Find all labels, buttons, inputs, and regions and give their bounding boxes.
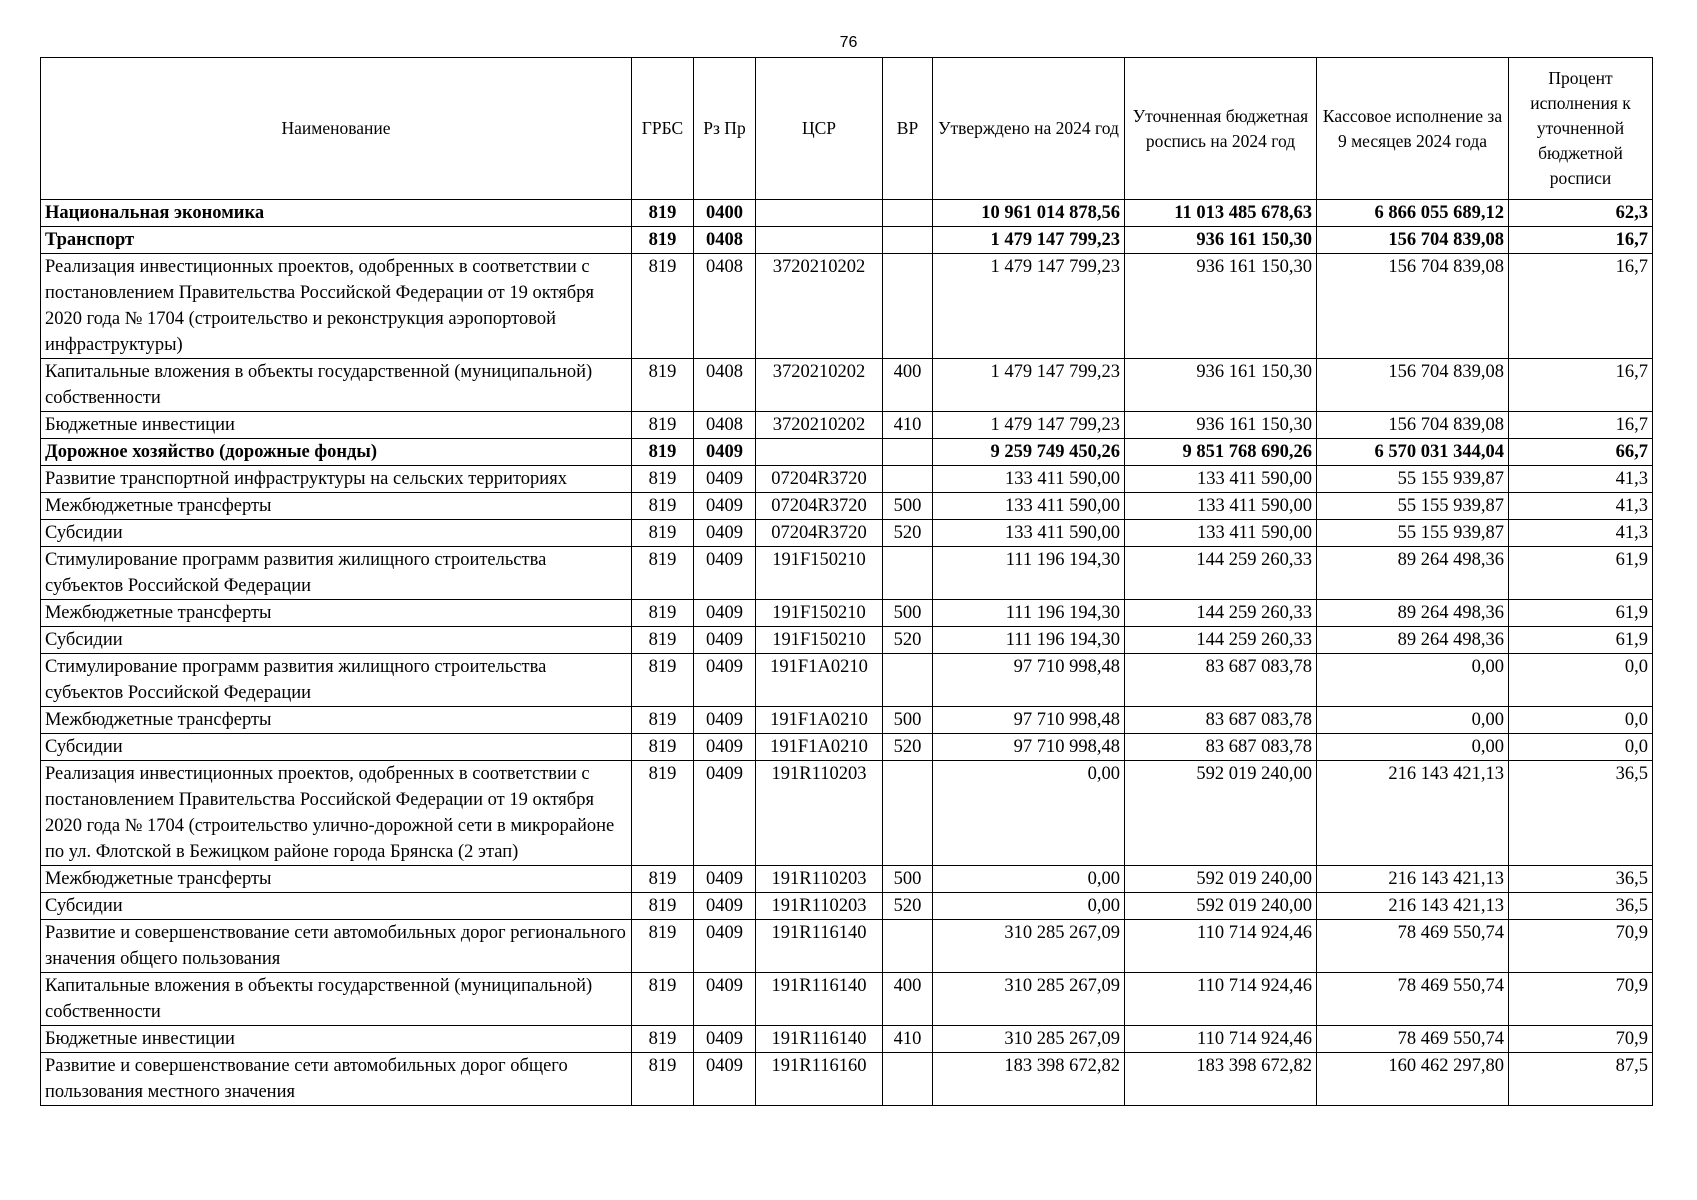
cell-refined: 83 687 083,78 [1125, 707, 1317, 734]
cell-csr: 3720210202 [756, 412, 883, 439]
cell-rzpr: 0409 [694, 973, 756, 1026]
cell-vr: 410 [883, 412, 933, 439]
cell-percent: 0,0 [1509, 734, 1653, 761]
cell-name: Субсидии [41, 893, 632, 920]
cell-name: Межбюджетные трансферты [41, 707, 632, 734]
cell-grbs: 819 [632, 412, 694, 439]
cell-vr [883, 439, 933, 466]
cell-grbs: 819 [632, 627, 694, 654]
cell-csr: 191F150210 [756, 600, 883, 627]
cell-grbs: 819 [632, 893, 694, 920]
cell-percent: 41,3 [1509, 520, 1653, 547]
cell-name: Субсидии [41, 520, 632, 547]
cell-refined: 936 161 150,30 [1125, 359, 1317, 412]
cell-rzpr: 0409 [694, 654, 756, 707]
cell-approved: 1 479 147 799,23 [933, 254, 1125, 359]
cell-approved: 0,00 [933, 866, 1125, 893]
cell-refined: 83 687 083,78 [1125, 734, 1317, 761]
cell-name: Стимулирование программ развития жилищного строительства субъектов Российской Федерации [41, 547, 632, 600]
cell-refined: 144 259 260,33 [1125, 600, 1317, 627]
cell-approved: 183 398 672,82 [933, 1053, 1125, 1106]
cell-cash: 216 143 421,13 [1317, 893, 1509, 920]
cell-rzpr: 0409 [694, 920, 756, 973]
cell-grbs: 819 [632, 1053, 694, 1106]
cell-grbs: 819 [632, 254, 694, 359]
page-number: 76 [839, 34, 858, 51]
cell-cash: 0,00 [1317, 734, 1509, 761]
cell-csr: 07204R3720 [756, 493, 883, 520]
cell-csr: 191R110203 [756, 893, 883, 920]
cell-grbs: 819 [632, 600, 694, 627]
cell-vr [883, 466, 933, 493]
cell-approved: 1 479 147 799,23 [933, 227, 1125, 254]
cell-approved: 310 285 267,09 [933, 973, 1125, 1026]
header-csr: ЦСР [756, 58, 883, 200]
cell-grbs: 819 [632, 493, 694, 520]
cell-cash: 78 469 550,74 [1317, 1026, 1509, 1053]
cell-approved: 133 411 590,00 [933, 520, 1125, 547]
cell-rzpr: 0409 [694, 493, 756, 520]
cell-refined: 936 161 150,30 [1125, 227, 1317, 254]
cell-grbs: 819 [632, 439, 694, 466]
cell-vr [883, 654, 933, 707]
cell-grbs: 819 [632, 707, 694, 734]
cell-grbs: 819 [632, 734, 694, 761]
cell-grbs: 819 [632, 973, 694, 1026]
cell-vr: 500 [883, 866, 933, 893]
cell-cash: 89 264 498,36 [1317, 627, 1509, 654]
cell-cash: 89 264 498,36 [1317, 547, 1509, 600]
cell-percent: 16,7 [1509, 412, 1653, 439]
cell-approved: 310 285 267,09 [933, 920, 1125, 973]
cell-vr: 500 [883, 600, 933, 627]
cell-csr: 3720210202 [756, 359, 883, 412]
cell-vr: 520 [883, 893, 933, 920]
cell-refined: 144 259 260,33 [1125, 627, 1317, 654]
cell-name: Межбюджетные трансферты [41, 600, 632, 627]
cell-vr: 520 [883, 520, 933, 547]
cell-csr [756, 439, 883, 466]
cell-rzpr: 0409 [694, 734, 756, 761]
cell-refined: 144 259 260,33 [1125, 547, 1317, 600]
cell-cash: 0,00 [1317, 707, 1509, 734]
cell-percent: 70,9 [1509, 973, 1653, 1026]
cell-name: Национальная экономика [41, 200, 632, 227]
cell-percent: 66,7 [1509, 439, 1653, 466]
cell-percent: 62,3 [1509, 200, 1653, 227]
cell-rzpr: 0409 [694, 893, 756, 920]
cell-percent: 0,0 [1509, 654, 1653, 707]
cell-cash: 6 570 031 344,04 [1317, 439, 1509, 466]
cell-approved: 0,00 [933, 893, 1125, 920]
cell-grbs: 819 [632, 866, 694, 893]
cell-rzpr: 0408 [694, 227, 756, 254]
cell-csr: 191F150210 [756, 547, 883, 600]
table-body [41, 200, 1653, 1106]
cell-cash: 0,00 [1317, 654, 1509, 707]
cell-vr: 410 [883, 1026, 933, 1053]
cell-grbs: 819 [632, 920, 694, 973]
header-grbs: ГРБС [632, 58, 694, 200]
cell-rzpr: 0408 [694, 359, 756, 412]
budget-table [40, 57, 1653, 1106]
cell-rzpr: 0408 [694, 412, 756, 439]
cell-csr: 191F1A0210 [756, 654, 883, 707]
cell-refined: 11 013 485 678,63 [1125, 200, 1317, 227]
cell-refined: 183 398 672,82 [1125, 1053, 1317, 1106]
header-vr: ВР [883, 58, 933, 200]
cell-rzpr: 0408 [694, 254, 756, 359]
table-row [41, 412, 1653, 439]
cell-name: Стимулирование программ развития жилищного строительства субъектов Российской Федерации [41, 654, 632, 707]
table-row [41, 200, 1653, 227]
cell-csr [756, 227, 883, 254]
cell-csr: 191F150210 [756, 627, 883, 654]
cell-cash: 216 143 421,13 [1317, 866, 1509, 893]
header-percent: Процент исполнения к уточненной бюджетной росписи [1509, 58, 1653, 200]
cell-approved: 1 479 147 799,23 [933, 412, 1125, 439]
cell-refined: 110 714 924,46 [1125, 1026, 1317, 1053]
cell-vr [883, 254, 933, 359]
table-row [41, 493, 1653, 520]
cell-approved: 111 196 194,30 [933, 600, 1125, 627]
cell-percent: 61,9 [1509, 600, 1653, 627]
cell-rzpr: 0409 [694, 627, 756, 654]
cell-approved: 97 710 998,48 [933, 734, 1125, 761]
cell-vr: 520 [883, 734, 933, 761]
cell-percent: 16,7 [1509, 254, 1653, 359]
table-row [41, 439, 1653, 466]
cell-cash: 78 469 550,74 [1317, 920, 1509, 973]
cell-rzpr: 0409 [694, 520, 756, 547]
cell-refined: 936 161 150,30 [1125, 412, 1317, 439]
table-row [41, 547, 1653, 600]
cell-rzpr: 0409 [694, 466, 756, 493]
cell-name: Дорожное хозяйство (дорожные фонды) [41, 439, 632, 466]
cell-approved: 111 196 194,30 [933, 627, 1125, 654]
cell-approved: 133 411 590,00 [933, 493, 1125, 520]
cell-approved: 111 196 194,30 [933, 547, 1125, 600]
cell-vr [883, 547, 933, 600]
cell-percent: 87,5 [1509, 1053, 1653, 1106]
cell-grbs: 819 [632, 654, 694, 707]
cell-name: Межбюджетные трансферты [41, 493, 632, 520]
cell-rzpr: 0409 [694, 707, 756, 734]
cell-percent: 61,9 [1509, 627, 1653, 654]
cell-rzpr: 0409 [694, 866, 756, 893]
cell-csr: 07204R3720 [756, 520, 883, 547]
cell-name: Субсидии [41, 627, 632, 654]
cell-name: Реализация инвестиционных проектов, одобренных в соответствии с постановлением Правительства Российской Федерации от 19 октября 2020 года № 1704 (строительство и реконструкция аэропортовой инфраструктуры) [41, 254, 632, 359]
table-row [41, 627, 1653, 654]
cell-cash: 160 462 297,80 [1317, 1053, 1509, 1106]
cell-refined: 133 411 590,00 [1125, 493, 1317, 520]
cell-name: Транспорт [41, 227, 632, 254]
cell-approved: 1 479 147 799,23 [933, 359, 1125, 412]
cell-rzpr: 0409 [694, 1026, 756, 1053]
cell-rzpr: 0409 [694, 1053, 756, 1106]
cell-refined: 592 019 240,00 [1125, 866, 1317, 893]
cell-grbs: 819 [632, 466, 694, 493]
cell-refined: 936 161 150,30 [1125, 254, 1317, 359]
cell-approved: 133 411 590,00 [933, 466, 1125, 493]
cell-name: Развитие и совершенствование сети автомобильных дорог общего пользования местного значения [41, 1053, 632, 1106]
cell-csr: 191R116140 [756, 973, 883, 1026]
cell-csr: 191R116140 [756, 1026, 883, 1053]
header-row [41, 58, 1653, 200]
table-row [41, 1026, 1653, 1053]
cell-refined: 133 411 590,00 [1125, 466, 1317, 493]
cell-grbs: 819 [632, 1026, 694, 1053]
cell-cash: 216 143 421,13 [1317, 761, 1509, 866]
table-row [41, 600, 1653, 627]
table-row [41, 227, 1653, 254]
cell-csr: 191F1A0210 [756, 707, 883, 734]
cell-cash: 6 866 055 689,12 [1317, 200, 1509, 227]
table-row [41, 466, 1653, 493]
cell-csr: 3720210202 [756, 254, 883, 359]
cell-name: Бюджетные инвестиции [41, 1026, 632, 1053]
cell-name: Межбюджетные трансферты [41, 866, 632, 893]
cell-percent: 36,5 [1509, 761, 1653, 866]
cell-name: Капитальные вложения в объекты государственной (муниципальной) собственности [41, 973, 632, 1026]
cell-csr: 191R116140 [756, 920, 883, 973]
cell-refined: 592 019 240,00 [1125, 893, 1317, 920]
cell-cash: 156 704 839,08 [1317, 254, 1509, 359]
cell-vr: 400 [883, 359, 933, 412]
cell-refined: 110 714 924,46 [1125, 973, 1317, 1026]
table-row [41, 359, 1653, 412]
table-row [41, 654, 1653, 707]
cell-vr [883, 1053, 933, 1106]
cell-percent: 16,7 [1509, 359, 1653, 412]
cell-approved: 10 961 014 878,56 [933, 200, 1125, 227]
cell-name: Капитальные вложения в объекты государственной (муниципальной) собственности [41, 359, 632, 412]
cell-name: Развитие транспортной инфраструктуры на сельских территориях [41, 466, 632, 493]
header-rzpr: Рз Пр [694, 58, 756, 200]
cell-rzpr: 0409 [694, 547, 756, 600]
table-row [41, 866, 1653, 893]
cell-vr [883, 200, 933, 227]
cell-approved: 97 710 998,48 [933, 654, 1125, 707]
cell-name: Субсидии [41, 734, 632, 761]
cell-refined: 9 851 768 690,26 [1125, 439, 1317, 466]
header-approved: Утверждено на 2024 год [933, 58, 1125, 200]
cell-rzpr: 0409 [694, 761, 756, 866]
cell-cash: 78 469 550,74 [1317, 973, 1509, 1026]
cell-approved: 310 285 267,09 [933, 1026, 1125, 1053]
cell-approved: 97 710 998,48 [933, 707, 1125, 734]
cell-percent: 41,3 [1509, 466, 1653, 493]
cell-vr: 500 [883, 707, 933, 734]
header-cash: Кассовое исполнение за 9 месяцев 2024 года [1317, 58, 1509, 200]
cell-csr: 191R110203 [756, 866, 883, 893]
cell-grbs: 819 [632, 227, 694, 254]
cell-vr [883, 920, 933, 973]
cell-grbs: 819 [632, 359, 694, 412]
cell-cash: 55 155 939,87 [1317, 520, 1509, 547]
cell-grbs: 819 [632, 520, 694, 547]
cell-grbs: 819 [632, 200, 694, 227]
cell-name: Бюджетные инвестиции [41, 412, 632, 439]
cell-name: Развитие и совершенствование сети автомобильных дорог регионального значения общего пользования [41, 920, 632, 973]
table-row [41, 920, 1653, 973]
cell-percent: 70,9 [1509, 920, 1653, 973]
cell-refined: 592 019 240,00 [1125, 761, 1317, 866]
cell-csr: 07204R3720 [756, 466, 883, 493]
cell-grbs: 819 [632, 547, 694, 600]
cell-grbs: 819 [632, 761, 694, 866]
cell-percent: 41,3 [1509, 493, 1653, 520]
cell-cash: 89 264 498,36 [1317, 600, 1509, 627]
table-row [41, 973, 1653, 1026]
cell-refined: 110 714 924,46 [1125, 920, 1317, 973]
cell-vr [883, 227, 933, 254]
table-row [41, 893, 1653, 920]
cell-percent: 36,5 [1509, 866, 1653, 893]
table-row [41, 1053, 1653, 1106]
cell-approved: 0,00 [933, 761, 1125, 866]
cell-vr: 520 [883, 627, 933, 654]
cell-refined: 83 687 083,78 [1125, 654, 1317, 707]
table-row [41, 707, 1653, 734]
table-row [41, 254, 1653, 359]
header-refined: Уточненная бюджетная роспись на 2024 год [1125, 58, 1317, 200]
cell-csr [756, 200, 883, 227]
cell-approved: 9 259 749 450,26 [933, 439, 1125, 466]
cell-refined: 133 411 590,00 [1125, 520, 1317, 547]
cell-cash: 55 155 939,87 [1317, 493, 1509, 520]
cell-percent: 0,0 [1509, 707, 1653, 734]
cell-cash: 156 704 839,08 [1317, 227, 1509, 254]
cell-vr: 500 [883, 493, 933, 520]
cell-rzpr: 0409 [694, 600, 756, 627]
cell-csr: 191R116160 [756, 1053, 883, 1106]
cell-percent: 61,9 [1509, 547, 1653, 600]
cell-vr: 400 [883, 973, 933, 1026]
cell-vr [883, 761, 933, 866]
cell-cash: 156 704 839,08 [1317, 412, 1509, 439]
table-row [41, 734, 1653, 761]
cell-rzpr: 0409 [694, 439, 756, 466]
cell-cash: 156 704 839,08 [1317, 359, 1509, 412]
header-name: Наименование [41, 58, 632, 200]
cell-name: Реализация инвестиционных проектов, одобренных в соответствии с постановлением Правительства Российской Федерации от 19 октября 2020 года № 1704 (строительство улично-дорожной сети в микрорайоне по ул. Флотской в Бежицком районе города Брянска (2 этап) [41, 761, 632, 866]
cell-cash: 55 155 939,87 [1317, 466, 1509, 493]
cell-csr: 191R110203 [756, 761, 883, 866]
cell-csr: 191F1A0210 [756, 734, 883, 761]
table-row [41, 520, 1653, 547]
cell-percent: 16,7 [1509, 227, 1653, 254]
cell-rzpr: 0400 [694, 200, 756, 227]
table-row [41, 761, 1653, 866]
cell-percent: 70,9 [1509, 1026, 1653, 1053]
cell-percent: 36,5 [1509, 893, 1653, 920]
